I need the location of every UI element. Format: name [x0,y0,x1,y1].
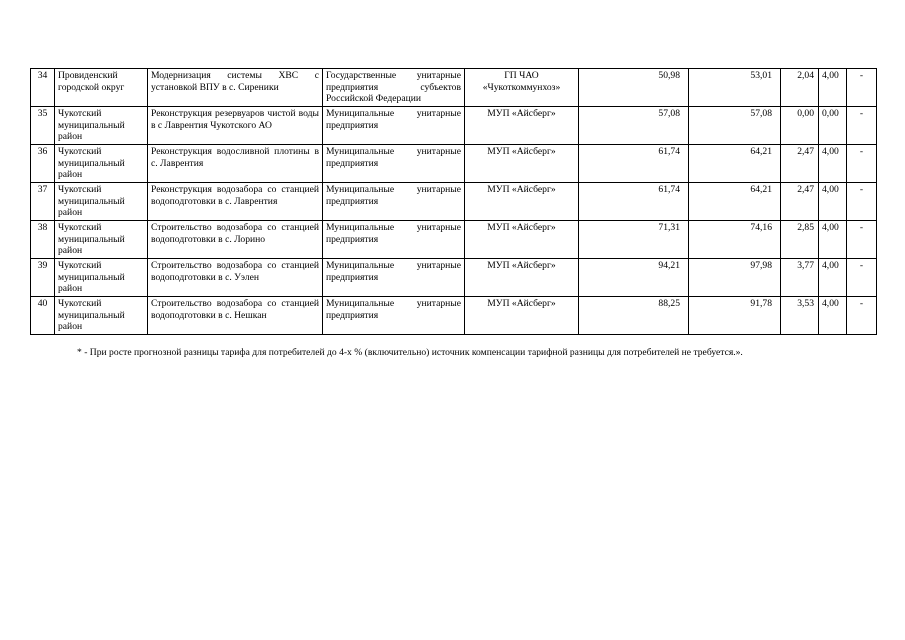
value-2-cell: 91,78 [689,297,781,335]
organization-cell: МУП «Айсберг» [465,107,579,145]
value-2-cell: 57,08 [689,107,781,145]
row-number: 35 [31,107,55,145]
value-2-cell: 64,21 [689,183,781,221]
table-body [31,69,877,335]
value-4-cell: 4,00 [819,259,847,297]
value-3-cell: 3,53 [781,297,819,335]
value-5-cell: - [847,259,877,297]
value-3-cell: 0,00 [781,107,819,145]
municipality-cell: Чукотский муниципальный район [55,297,148,335]
value-2-cell: 97,98 [689,259,781,297]
organization-cell: МУП «Айсберг» [465,297,579,335]
value-5-cell: - [847,145,877,183]
value-1-cell: 71,31 [579,221,689,259]
value-4-cell: 0,00 [819,107,847,145]
value-4-cell: 4,00 [819,221,847,259]
table-row [31,297,877,335]
organization-cell: ГП ЧАО «Чукоткоммунхоз» [465,69,579,107]
row-number: 37 [31,183,55,221]
value-3-cell: 2,85 [781,221,819,259]
value-2-cell: 74,16 [689,221,781,259]
project-cell: Строительство водозабора со станцией водоподготовки в с. Нешкан [148,297,323,335]
enterprise-type-cell: Государственные унитарные предприятия субъектов Российской Федерации [323,69,465,107]
project-cell: Реконструкция резервуаров чистой воды в с Лаврентия Чукотского АО [148,107,323,145]
value-5-cell: - [847,107,877,145]
value-5-cell: - [847,297,877,335]
value-2-cell: 64,21 [689,145,781,183]
organization-cell: МУП «Айсберг» [465,183,579,221]
municipality-cell: Чукотский муниципальный район [55,183,148,221]
municipality-cell: Чукотский муниципальный район [55,107,148,145]
row-number: 36 [31,145,55,183]
value-1-cell: 57,08 [579,107,689,145]
row-number: 40 [31,297,55,335]
value-4-cell: 4,00 [819,145,847,183]
project-cell: Реконструкция водозабора со станцией водоподготовки в с. Лаврентия [148,183,323,221]
project-cell: Строительство водозабора со станцией водоподготовки в с. Уэлен [148,259,323,297]
table-row [31,145,877,183]
table-row [31,69,877,107]
enterprise-type-cell: Муниципальные унитарные предприятия [323,259,465,297]
value-5-cell: - [847,221,877,259]
value-3-cell: 2,47 [781,145,819,183]
tariff-table [30,68,877,335]
value-1-cell: 61,74 [579,183,689,221]
enterprise-type-cell: Муниципальные унитарные предприятия [323,297,465,335]
row-number: 34 [31,69,55,107]
table-row [31,107,877,145]
value-1-cell: 88,25 [579,297,689,335]
enterprise-type-cell: Муниципальные унитарные предприятия [323,107,465,145]
value-4-cell: 4,00 [819,69,847,107]
value-1-cell: 61,74 [579,145,689,183]
value-5-cell: - [847,183,877,221]
value-3-cell: 2,04 [781,69,819,107]
row-number: 38 [31,221,55,259]
value-3-cell: 2,47 [781,183,819,221]
value-5-cell: - [847,69,877,107]
municipality-cell: Провиденский городской округ [55,69,148,107]
value-4-cell: 4,00 [819,297,847,335]
row-number: 39 [31,259,55,297]
enterprise-type-cell: Муниципальные унитарные предприятия [323,183,465,221]
enterprise-type-cell: Муниципальные унитарные предприятия [323,221,465,259]
enterprise-type-cell: Муниципальные унитарные предприятия [323,145,465,183]
value-1-cell: 94,21 [579,259,689,297]
municipality-cell: Чукотский муниципальный район [55,221,148,259]
table-row [31,221,877,259]
organization-cell: МУП «Айсберг» [465,221,579,259]
municipality-cell: Чукотский муниципальный район [55,259,148,297]
value-4-cell: 4,00 [819,183,847,221]
municipality-cell: Чукотский муниципальный район [55,145,148,183]
organization-cell: МУП «Айсберг» [465,145,579,183]
project-cell: Строительство водозабора со станцией водоподготовки в с. Лорино [148,221,323,259]
table-row [31,259,877,297]
project-cell: Реконструкция водосливной плотины в с. Лаврентия [148,145,323,183]
value-3-cell: 3,77 [781,259,819,297]
footnote: * - При росте прогнозной разницы тарифа для потребителей до 4-х % (включительно) источник компенсации тарифной разницы для потребителей не требуется.». [77,347,743,358]
value-2-cell: 53,01 [689,69,781,107]
table-row [31,183,877,221]
organization-cell: МУП «Айсберг» [465,259,579,297]
value-1-cell: 50,98 [579,69,689,107]
project-cell: Модернизация системы ХВС с установкой ВПУ в с. Сиреники [148,69,323,107]
